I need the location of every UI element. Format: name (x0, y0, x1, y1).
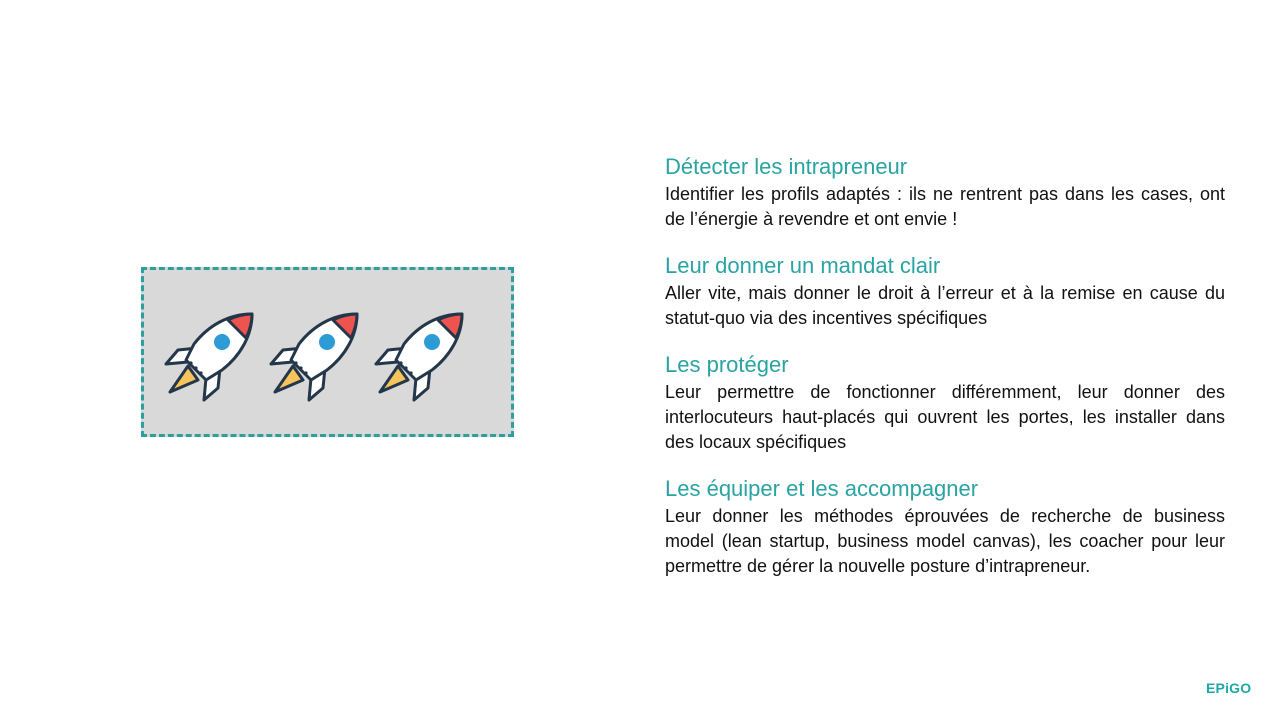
section-detect (665, 152, 1225, 232)
section-text: Leur donner les méthodes éprouvées de recherche de business model (lean startup, business model canvas), les coacher pour leur permettre de gérer la nouvelle posture d’intrapreneur. (665, 506, 1225, 576)
rocket-illustration-frame (141, 267, 514, 437)
content-list (665, 152, 1225, 579)
rocket-icon (158, 308, 258, 408)
section-heading: Leur donner un mandat clair (665, 253, 941, 278)
rocket-icon (368, 308, 468, 408)
section-text: Leur permettre de fonctionner différemment, leur donner des interlocuteurs haut-placés qui ouvrent les portes, les installer dans des locaux spécifiques (665, 382, 1225, 452)
section-text: Aller vite, mais donner le droit à l’erreur et à la remise en cause du statut-quo via des incentives spécifiques (665, 283, 1225, 328)
section-text: Identifier les profils adaptés : ils ne rentrent pas dans les cases, ont de l’énergie à revendre et ont envie ! (665, 184, 1225, 229)
section-protect (665, 350, 1225, 455)
section-heading: Les protéger (665, 352, 789, 377)
epigo-logo: EPiGO (1206, 680, 1252, 696)
section-heading: Détecter les intrapreneur (665, 154, 908, 179)
section-equip (665, 474, 1225, 579)
rocket-icon (263, 308, 363, 408)
section-mandate (665, 251, 1225, 331)
section-heading: Les équiper et les accompagner (665, 476, 979, 501)
